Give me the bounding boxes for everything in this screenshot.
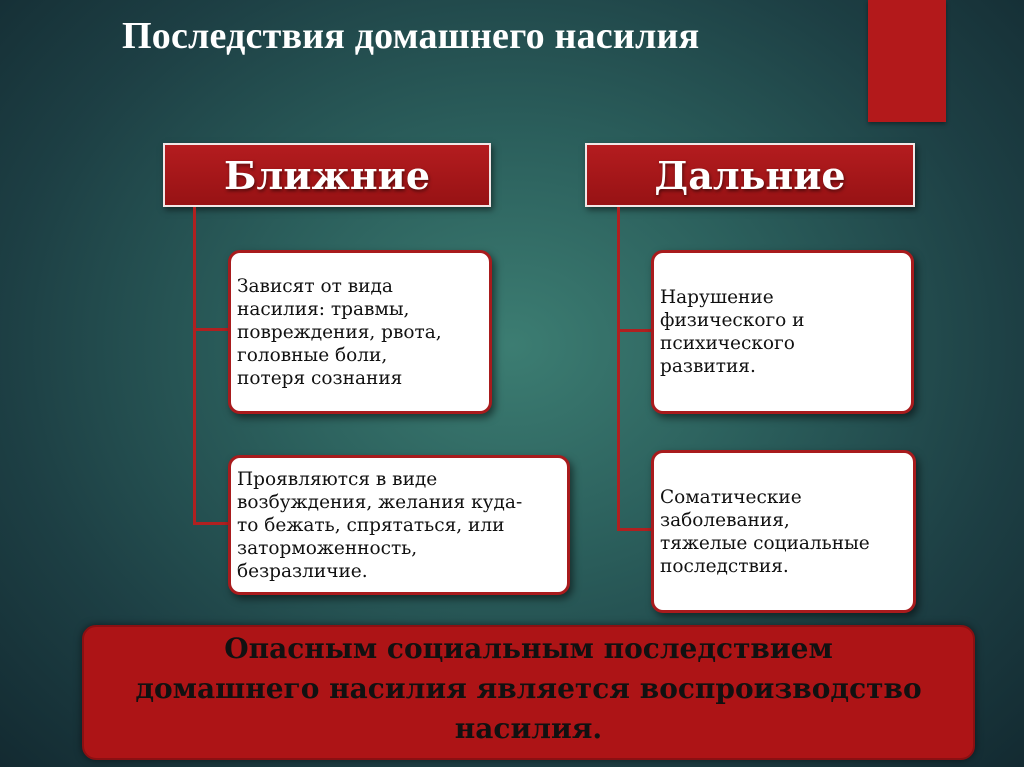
near-consequence-item: Зависят от вида насилия: травмы, повреждения, рвота, головные боли, потеря сознания	[228, 250, 492, 414]
far-connector-branch-1	[617, 329, 652, 332]
far-consequence-item: Нарушение физического и психического развития.	[651, 250, 914, 414]
near-connector-branch-2	[193, 522, 229, 525]
far-consequence-item: Соматические заболевания, тяжелые социальные последствия.	[651, 450, 916, 613]
conclusion-banner	[82, 625, 975, 760]
near-consequence-item: Проявляются в виде возбуждения, желания куда- то бежать, спрятаться, или заторможенность, безразличие.	[228, 455, 570, 595]
corner-accent-block	[868, 0, 946, 122]
conclusion-text: Опасным социальным последствием домашнего насилия является воспроизводство насилия.	[135, 632, 922, 745]
far-connector-branch-2	[617, 528, 652, 531]
far-consequences-header: Дальние	[585, 143, 915, 207]
near-consequences-header: Ближние	[163, 143, 491, 207]
slide-title: Последствия домашнего насилия	[122, 15, 700, 57]
near-connector-branch-1	[193, 328, 229, 331]
near-connector-vertical	[193, 207, 196, 525]
far-connector-vertical	[617, 207, 620, 531]
